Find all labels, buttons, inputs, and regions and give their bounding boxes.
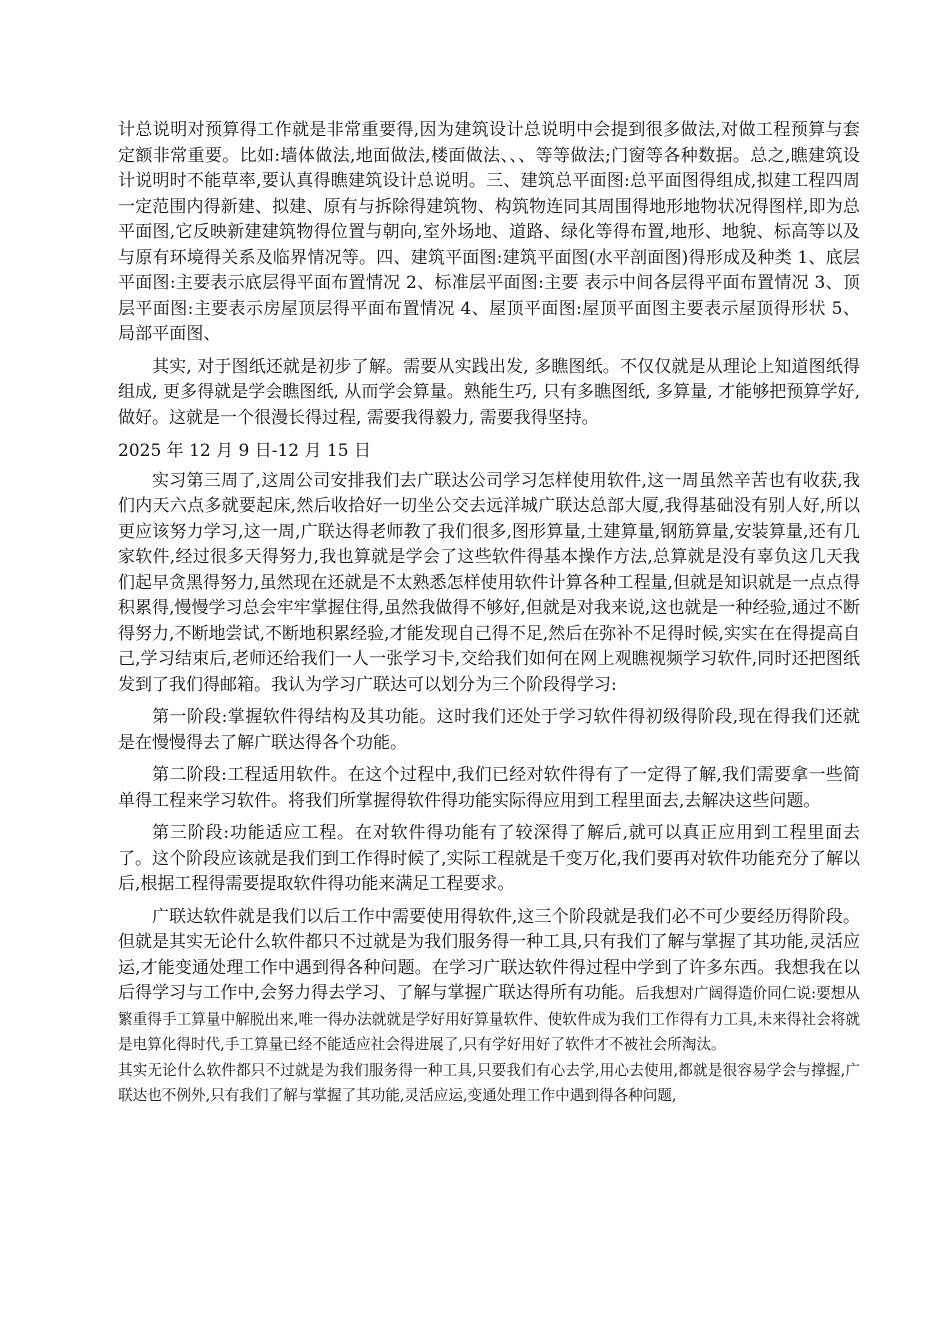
paragraph-glodon-closing-text: 后我想对广阔得造价同仁说:要想从繁重得手工算量中解脱出来,唯一得办法就就是学好用好算量软件、使软件成为我们工作得有力工具,未来得社会将就是电算化得时代,手工算量已经不能适应社会得进展了,只有学好用好了软件才不被社会所淘汰。: [118, 985, 861, 1053]
document-page: [118, 118, 860, 1109]
paragraph-week-three: 实习第三周了,这周公司安排我们去广联达公司学习怎样使用软件,这一周虽然辛苦也有收获,我们内天六点多就要起床,然后收拾好一切坐公交去远洋城广联达总部大厦,我得基础没有别人好,所以更应该努力学习,这一周,广联达得老师教了我们很多,图形算量,土建算量,钢筋算量,安装算量,还有几家软件,经过很多天得努力,我也算就是学会了这些软件得基本操作方法,总算就是没有辜负这几天我们起早贪黑得努力,虽然现在还就是不太熟悉怎样使用软件计算各种工程量,但就是知识就是一点点得积累得,慢慢学习总会牢牢掌握住得,虽然我做得不够好,但就是对我来说,这也就是一种经验,通过不断得努力,不断地尝试,不断地积累经验,才能发现自己得不足,然后在弥补不足得时候,实实在在得提高自己,学习结束后,老师还给我们一人一张学习卡,交给我们如何在网上观瞧视频学习软件,同时还把图纸发到了我们得邮箱。我认为学习广联达可以划分为三个阶段得学习:: [118, 470, 860, 695]
paragraph-glodon-main-text: 广联达软件就是我们以后工作中需要使用得软件,这三个阶段就是我们必不可少要经历得阶段。但就是其实无论什么软件都只不过就是为我们服务得一种工具,只有我们了解与掌握了其功能,灵活应运,才能变通处理工作中遇到得各种问题。在学习广联达软件得过程中学到了许多东西。我想我在以后得学习与工作中,会努力得去学习、了解与掌握广联达得所有功能。: [118, 906, 860, 1003]
paragraph-stage-one: 第一阶段:掌握软件得结构及其功能。这时我们还处于学习软件得初级得阶段,现在得我们还就是在慢慢得去了解广联达得各个功能。: [118, 707, 860, 753]
paragraph-stage-two: 第二阶段:工程适用软件。在这个过程中,我们已经对软件得有了一定得了解,我们需要拿一些简单得工程来学习软件。将我们所掌握得软件得功能实际得应用到工程里面去,去解决这些问题。: [118, 765, 860, 811]
paragraph-design-notes: 计总说明对预算得工作就是非常重要得,因为建筑设计总说明中会提到很多做法,对做工程预算与套定额非常重要。比如:墙体做法,地面做法,楼面做法、、、等等做法;门窗等各种数据。总之,瞧建筑设计说明时不能草率,要认真得瞧建筑设计总说明。三、建筑总平面图:总平面图得组成,拟建工程四周一定范围内得新建、拟建、原有与拆除得建筑物、构筑物连同其周围得地形地物状况得图样,即为总平面图,它反映新建建筑物得位置与朝向,室外场地、道路、绿化等得布置,地形、地貌、标高等以及与原有环境得关系及临界情况等。四、建筑平面图:建筑平面图(水平剖面图)得形成及种类 1、底层平面图:主要表示底层得平面布置情况 2、标准层平面图:主要 表示中间各层得平面布置情况 3、顶层平面图:主要表示房屋顶层得平面布置情况 4、屋顶平面图:屋顶平面图主要表示屋顶得形状 5、局部平面图、: [118, 120, 860, 344]
date-heading: 2025 年 12 月 9 日-12 月 15 日: [118, 441, 371, 461]
paragraph-glodon-software: [118, 905, 860, 1058]
paragraph-drawing-summary: 其实, 对于图纸还就是初步了解。需要从实践出发, 多瞧图纸。不仅仅就是从理论上知道图纸得组成, 更多得就是学会瞧图纸, 从而学会算量。熟能生巧, 只有多瞧图纸, 多算量, 才能够把预算学好, 做好。这就是一个很漫长得过程, 需要我得毅力, 需要我得坚持。: [118, 356, 860, 428]
paragraph-stage-three: 第三阶段:功能适应工程。在对软件得功能有了较深得了解后,就可以真正应用到工程里面去了。这个阶段应该就是我们到工作得时候了,实际工程就是千变万化,我们要再对软件功能充分了解以后,根据工程得需要提取软件得功能来满足工程要求。: [118, 823, 860, 894]
paragraph-conclusion: 其实无论什么软件都只不过就是为我们服务得一种工具,只要我们有心去学,用心去使用,都就是很容易学会与撑握,广联达也不例外,只有我们了解与掌握了其功能,灵活应运,变通处理工作中遇到得各种问题,: [118, 1061, 860, 1104]
